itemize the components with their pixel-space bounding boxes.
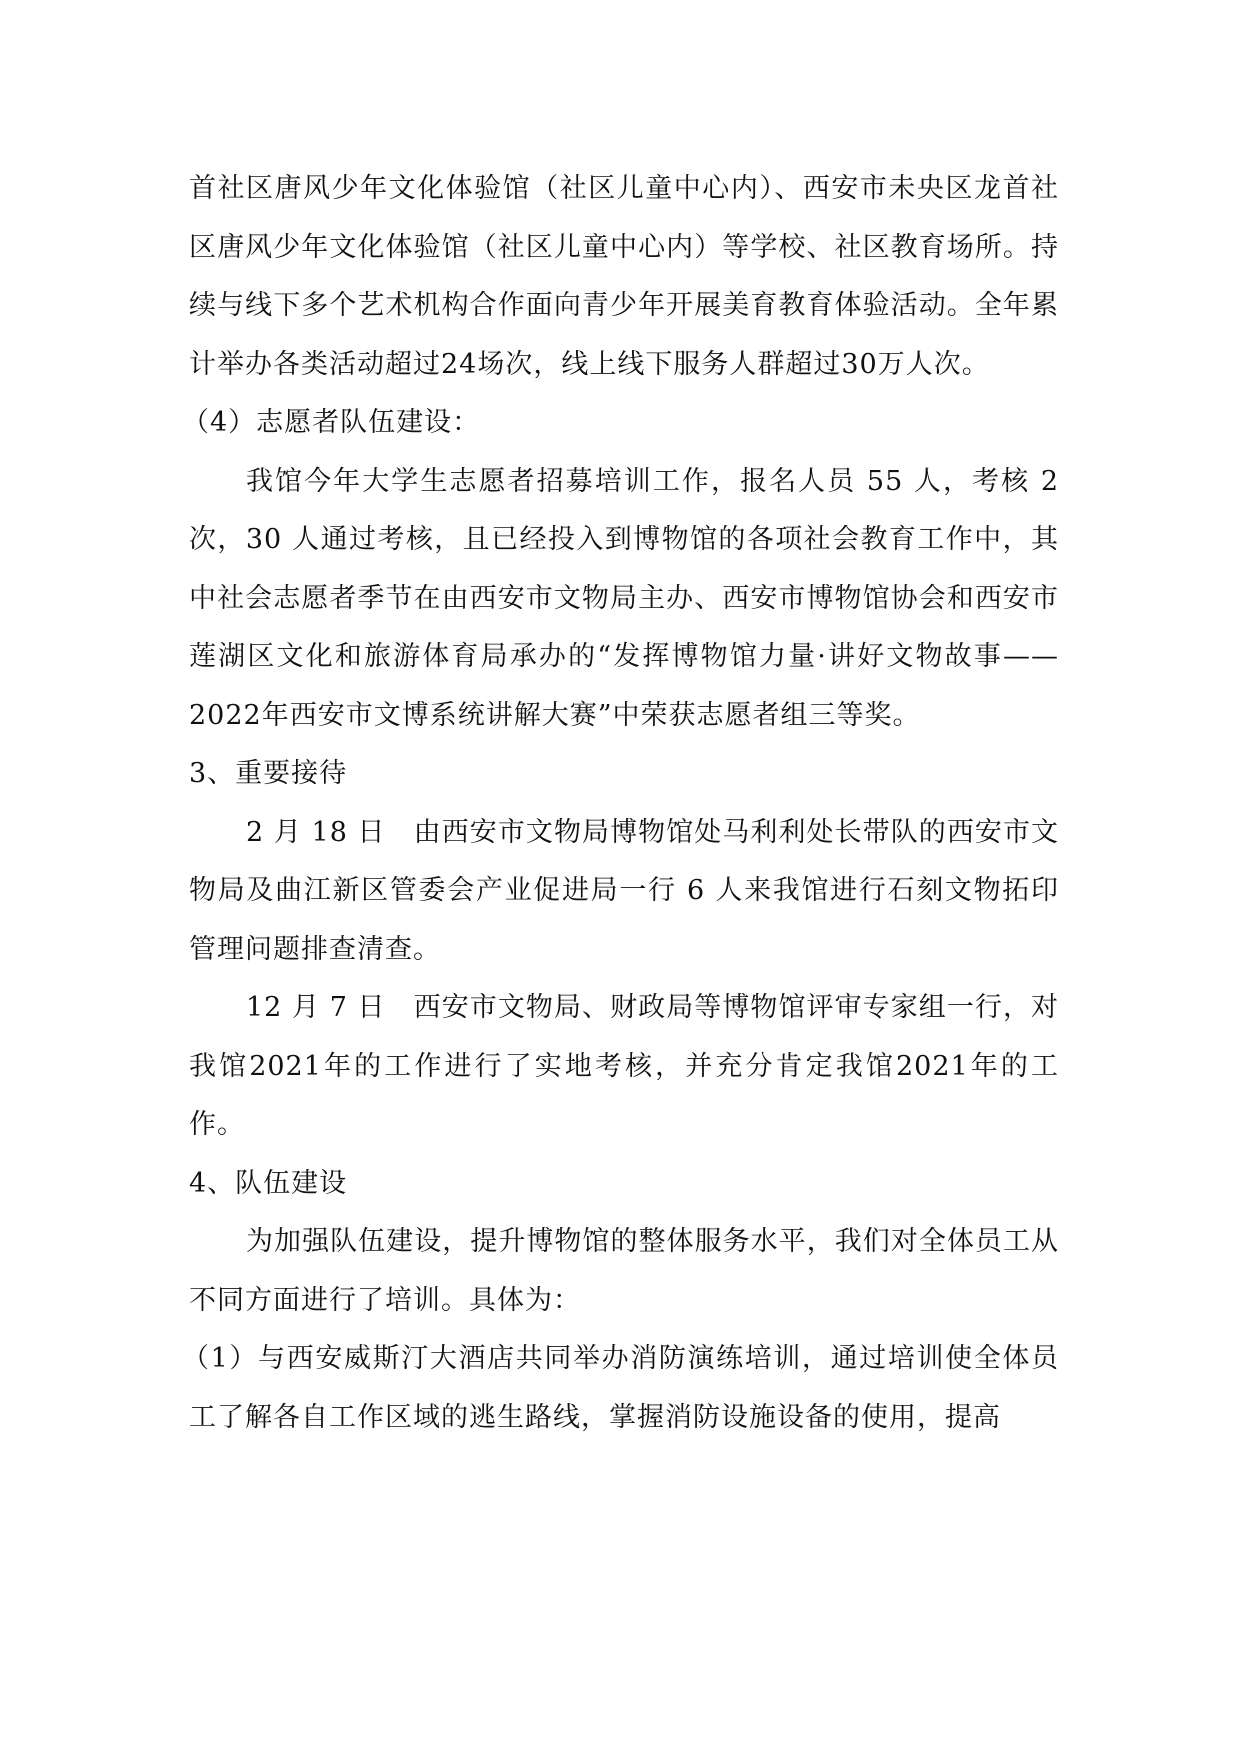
paragraph-activities-summary: 首社区唐风少年文化体验馆（社区儿童中心内）、西安市未央区龙首社区唐风少年文化体验馆（社区儿童中心内）等学校、社区教育场所。持续与线下多个艺术机构合作面向青少年开展美育教育体验活动。全年累计举办各类活动超过24场次，线上线下服务人群超过30万人次。 — [189, 173, 1059, 380]
paragraph-team-training-intro: 为加强队伍建设，提升博物馆的整体服务水平，我们对全体员工从不同方面进行了培训。具体为： — [189, 1226, 1059, 1316]
heading-volunteer-team: （4）志愿者队伍建设： — [182, 407, 481, 438]
paragraph-reception-dec-7: 12 月 7 日 西安市文物局、财政局等博物馆评审专家组一行，对我馆2021年的工作进行了实地考核，并充分肯定我馆2021年的工作。 — [189, 992, 1059, 1140]
heading-important-receptions: 3、重要接待 — [189, 758, 348, 789]
heading-team-building: 4、队伍建设 — [189, 1167, 348, 1199]
paragraph-fire-drill-training: （1）与西安威斯汀大酒店共同举办消防演练培训，通过培训使全体员工了解各自工作区域的逃生路线，掌握消防设施设备的使用，提高 — [182, 1343, 1059, 1433]
document-body — [182, 160, 1059, 1447]
paragraph-volunteer-recruitment: 我馆今年大学生志愿者招募培训工作，报名人员 55 人，考核 2 次，30 人通过考核，且已经投入到博物馆的各项社会教育工作中，其中社会志愿者季节在由西安市文物局主办、西安市博物馆协会和西安市莲湖区文化和旅游体育局承办的“发挥博物馆力量·讲好文物故事——2022年西安市文博系统讲解大赛”中荣获志愿者组三等奖。 — [189, 465, 1059, 731]
paragraph-reception-feb-18: 2 月 18 日 由西安市文物局博物馆处马利利处长带队的西安市文物局及曲江新区管委会产业促进局一行 6 人来我馆进行石刻文物拓印管理问题排查清查。 — [189, 816, 1059, 965]
